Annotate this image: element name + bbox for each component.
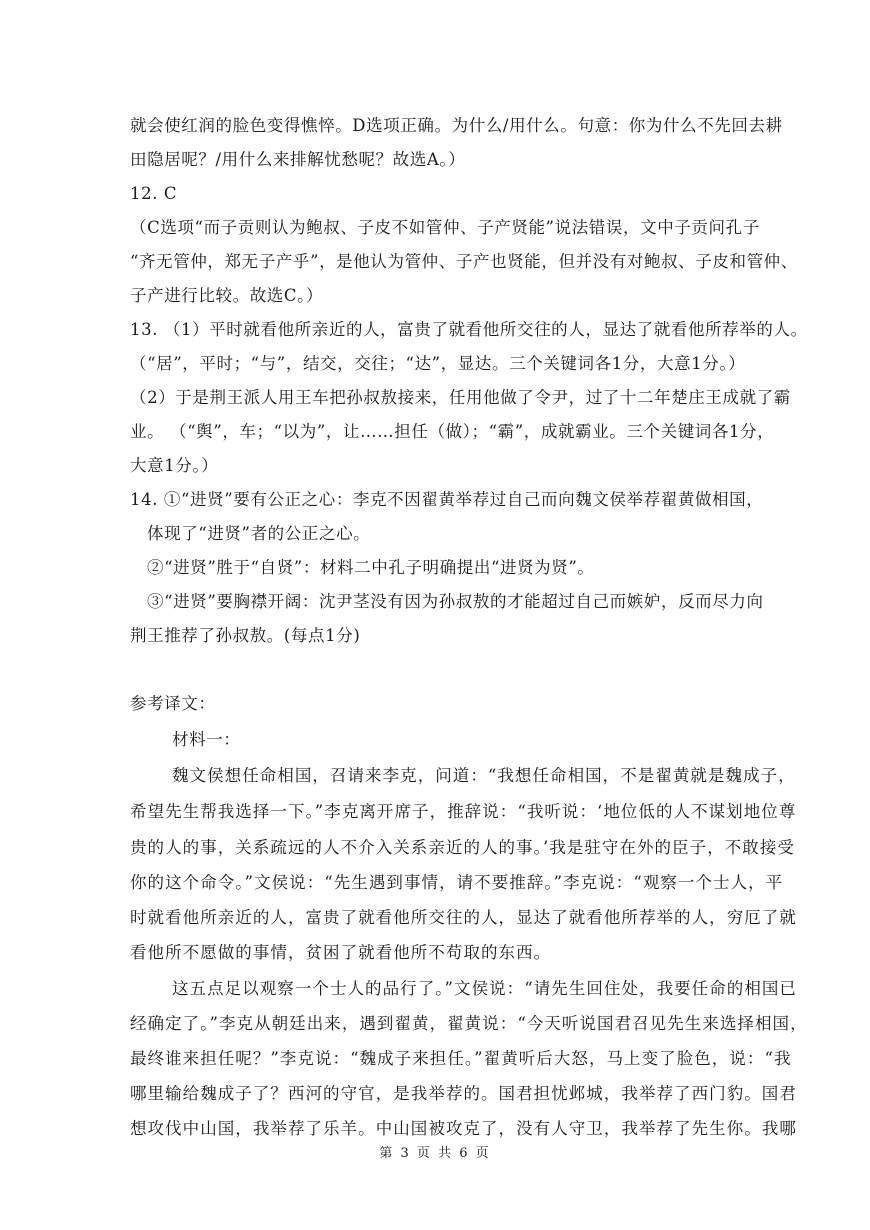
translation-line: 最终谁来担任呢？”李克说：“魏成子来担任。”翟黄听后大怒，马上变了脸色，说：“我	[130, 1049, 792, 1068]
q13-answer-line: 13. （1）平时就看他所亲近的人，富贵了就看他所交往的人，显达了就看他所荐举的人。	[130, 320, 808, 339]
q14-point-1: 14. ①“进贤”要有公正之心：李克不因翟黄举荐过自己而向魏文侯举荐翟黄做相国，	[130, 490, 764, 509]
q14-point-2: ②“进贤”胜于“自贤”：材料二中孔子明确提出“进贤为贤”。	[147, 558, 595, 577]
translation-line: 经确定了。”李克从朝廷出来，遇到翟黄，翟黄说：“今天听说国君召见先生来选择相国，	[130, 1014, 808, 1033]
translation-line: 这五点足以观察一个士人的品行了。”文侯说：“请先生回住处，我要任命的相国已	[172, 979, 797, 998]
translation-line: 时就看他所亲近的人，富贵了就看他所交往的人，显达了就看他所荐举的人，穷厄了就	[130, 908, 797, 927]
q14-point-1-cont: 体现了“进贤”者的公正之心。	[147, 524, 371, 543]
answer-text-line: 就会使红润的脸色变得憔悴。D选项正确。为什么/用什么。句意：你为什么不先回去耕	[130, 116, 783, 135]
q13-scoring-line: 业。 （“舆”，车；“以为”，让……担任（做）；“霸”，成就霸业。三个关键词各1分，	[130, 422, 775, 441]
q12-explanation-line: “齐无管仲，郑无子产乎”，是他认为管仲、子产也贤能，但并没有对鲍叔、子皮和管仲、	[130, 252, 798, 271]
q13-answer-line: （2）于是荆王派人用王车把孙叔敖接来，任用他做了令尹，过了十二年楚庄王成就了霸	[130, 388, 791, 407]
translation-line: 希望先生帮我选择一下。”李克离开席子，推辞说：“我听说：‘地位低的人不谋划地位尊	[130, 802, 797, 821]
q14-point-3: ③“进贤”要胸襟开阔：沈尹茎没有因为孙叔敖的才能超过自己而嫉妒，反而尽力向	[147, 592, 764, 611]
page-number-footer: 第 3 页 共 6 页	[379, 1146, 491, 1161]
translation-line: 哪里输给魏成子了？西河的守官，是我举荐的。国君担忧邺城，我举荐了西门豹。国君	[130, 1084, 797, 1103]
answer-text-line: 田隐居呢？/用什么来排解忧愁呢？故选A。）	[130, 150, 466, 169]
translation-line: 看他所不愿做的事情，贫困了就看他所不苟取的东西。	[130, 943, 552, 962]
translation-line: 想攻伐中山国，我举荐了乐羊。中山国被攻克了，没有人守卫，我举荐了先生你。我哪	[130, 1119, 797, 1138]
translation-line: 你的这个命令。”文侯说：“先生遇到事情，请不要推辞。”李克说：“观察一个士人，平	[130, 873, 784, 892]
translation-heading: 参考译文：	[130, 694, 216, 713]
q12-explanation-line: 子产进行比较。故选C。）	[130, 286, 324, 305]
q13-scoring-line: （“居”，平时；“与”，结交，交往；“达”，显达。三个关键词各1分，大意1分。）	[130, 354, 746, 373]
q12-answer: 12. C	[130, 184, 178, 203]
material-label: 材料一：	[172, 730, 241, 749]
q13-scoring-line: 大意1分。）	[130, 456, 219, 475]
q14-point-3-cont: 荆王推荐了孙叔敖。(每点1分)	[130, 626, 361, 645]
q12-explanation-line: （C选项“而子贡则认为鲍叔、子皮不如管仲、子产贤能”说法错误，文中子贡问孔子	[130, 218, 760, 237]
translation-line: 魏文侯想任命相国，召请来李克，问道：“我想任命相国，不是翟黄就是魏成子，	[172, 766, 796, 785]
translation-line: 贵的人的事，关系疏远的人不介入关系亲近的人的事。’我是驻守在外的臣子，不敢接受	[130, 838, 795, 857]
